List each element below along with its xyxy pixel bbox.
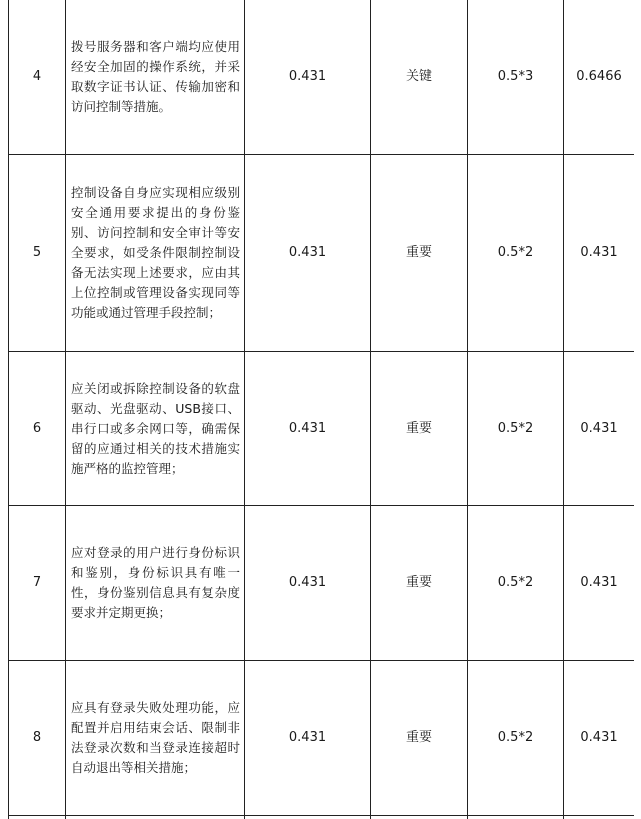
table-row: [9, 661, 635, 816]
score-cell: 0.431: [245, 506, 371, 661]
table-row: [9, 155, 635, 352]
result-cell: 0.6466: [564, 0, 635, 155]
weight-cell: 0.5*2: [468, 155, 564, 352]
table-row: [9, 352, 635, 506]
result-cell: 0.431: [564, 352, 635, 506]
score-sheet: [8, 0, 634, 819]
result-cell: 0.431: [564, 661, 635, 816]
importance-level-cell: 重要: [371, 155, 468, 352]
table-row: [9, 506, 635, 661]
result-cell: 0.431: [564, 506, 635, 661]
requirement-text: 拨号服务器和客户端均应使用经安全加固的操作系统，并采取数字证书认证、传输加密和访问控制等措施。: [71, 39, 240, 114]
requirement-cell: [66, 661, 245, 816]
row-number-cell: 8: [9, 661, 66, 816]
evaluation-table: [8, 0, 634, 819]
weight-cell: 0.5*2: [468, 352, 564, 506]
importance-level-cell: 重要: [371, 661, 468, 816]
table-row-partial: [9, 816, 635, 819]
importance-level-cell: 重要: [371, 506, 468, 661]
requirement-cell: [66, 352, 245, 506]
requirement-text: 应对登录的用户进行身份标识和鉴别，身份标识具有唯一性，身份鉴别信息具有复杂度要求并定期更换；: [71, 545, 240, 620]
score-cell: 0.431: [245, 352, 371, 506]
requirement-cell: [66, 506, 245, 661]
score-cell: 0.431: [245, 0, 371, 155]
row-number-cell: 6: [9, 352, 66, 506]
weight-cell: 0.5*3: [468, 0, 564, 155]
requirement-text: 应具有登录失败处理功能，应配置并启用结束会话、限制非法登录次数和当登录连接超时自动退出等相关措施；: [71, 700, 240, 775]
importance-level-cell: 关键: [371, 0, 468, 155]
requirement-cell: [66, 0, 245, 155]
weight-cell: 0.5*2: [468, 506, 564, 661]
requirement-cell: [66, 155, 245, 352]
row-number-cell: 7: [9, 506, 66, 661]
score-cell: 0.431: [245, 661, 371, 816]
requirement-text: 控制设备自身应实现相应级别安全通用要求提出的身份鉴别、访问控制和安全审计等安全要求，如受条件限制控制设备无法实现上述要求，应由其上位控制或管理设备实现同等功能或通过管理手段控制；: [71, 185, 240, 320]
row-number-cell: 5: [9, 155, 66, 352]
table-row: [9, 0, 635, 155]
result-cell: 0.431: [564, 155, 635, 352]
weight-cell: 0.5*2: [468, 661, 564, 816]
requirement-text: 应关闭或拆除控制设备的软盘驱动、光盘驱动、USB接口、串行口或多余网口等，确需保留的应通过相关的技术措施实施严格的监控管理；: [71, 380, 240, 476]
score-cell: 0.431: [245, 155, 371, 352]
row-number-cell: 4: [9, 0, 66, 155]
importance-level-cell: 重要: [371, 352, 468, 506]
